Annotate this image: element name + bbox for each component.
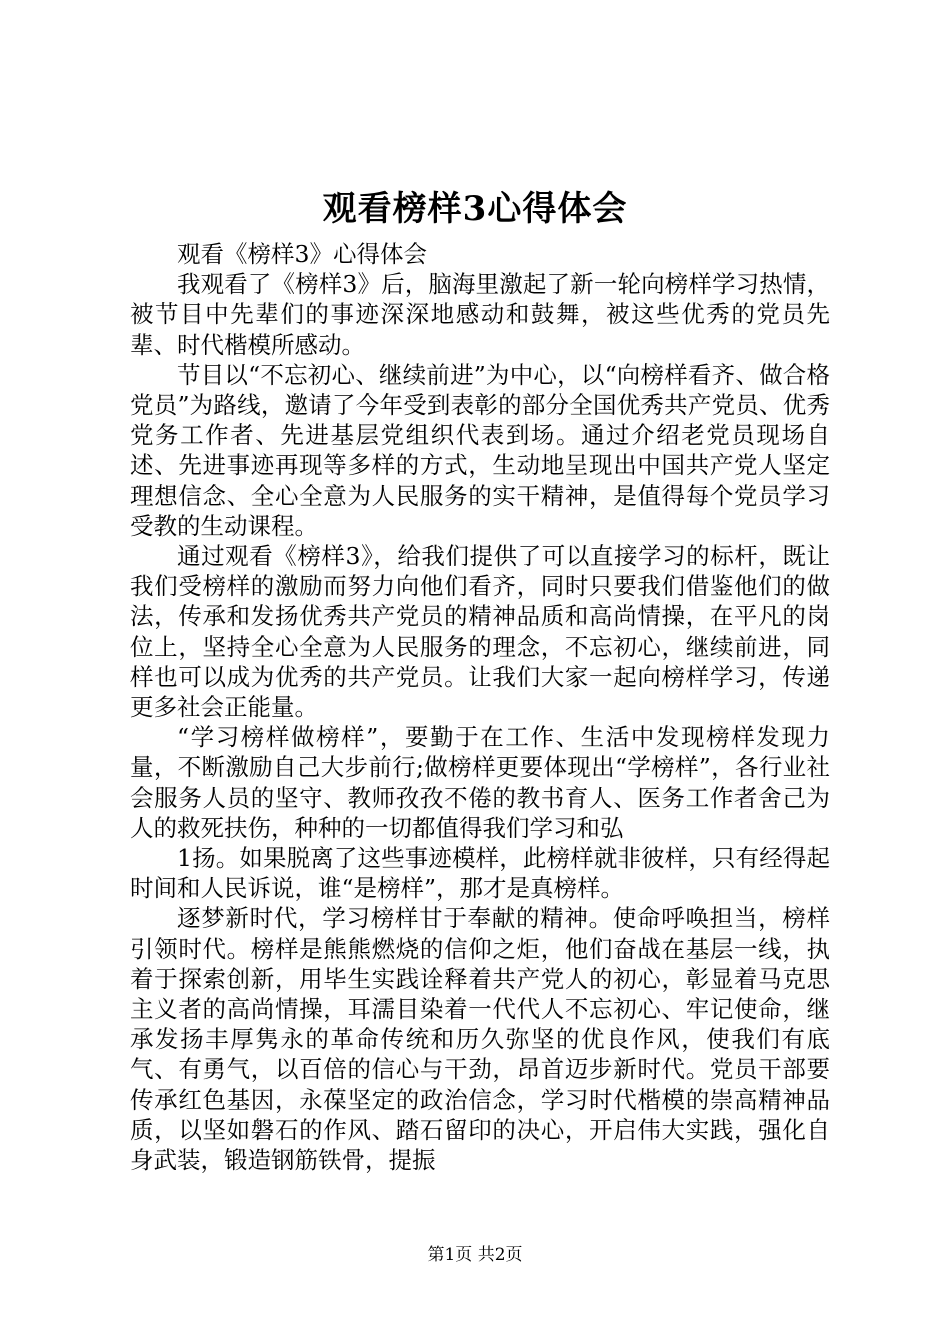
document-body: [130, 239, 830, 1175]
paragraph: 节目以“不忘初心、继续前进”为中心，以“向榜样看齐、做合格党员”为路线，邀请了今年受到表彰的部分全国优秀共产党员、优秀党务工作者、先进基层党组织代表到场。通过介绍老党员现场自述、先进事迹再现等多样的方式，生动地呈现出中国共产党人坚定理想信念、全心全意为人民服务的实干精神，是值得每个党员学习受教的生动课程。: [130, 360, 830, 540]
paragraph: 通过观看《榜样3》，给我们提供了可以直接学习的标杆，既让我们受榜样的激励而努力向他们看齐，同时只要我们借鉴他们的做法，传承和发扬优秀共产党员的精神品质和高尚情操，在平凡的岗位上，坚持全心全意为人民服务的理念，不忘初心，继续前进，同样也可以成为优秀的共产党员。让我们大家一起向榜样学习，传递更多社会正能量。: [130, 542, 830, 722]
paragraph: 逐梦新时代，学习榜样甘于奉献的精神。使命呼唤担当，榜样引领时代。榜样是熊熊燃烧的信仰之炬，他们奋战在基层一线，执着于探索创新，用毕生实践诠释着共产党人的初心，彰显着马克思主义者的高尚情操，耳濡目染着一代代人不忘初心、牢记使命，继承发扬丰厚隽永的革命传统和历久弥坚的优良作风，使我们有底气、有勇气，以百倍的信心与干劲，昂首迈步新时代。党员干部要传承红色基因，永葆坚定的政治信念，学习时代楷模的崇高精神品质，以坚如磐石的作风、踏石留印的决心，开启伟大实践，强化自身武装，锻造钢筋铁骨，提振: [130, 904, 830, 1175]
paragraph: “学习榜样做榜样”，要勤于在工作、生活中发现榜样发现力量，不断激励自己大步前行;做榜样更要体现出“学榜样”，各行业社会服务人员的坚守、教师孜孜不倦的教书育人、医务工作者舍己为人的救死扶伤，种种的一切都值得我们学习和弘: [130, 723, 830, 842]
paragraph: 1扬。如果脱离了这些事迹模样，此榜样就非彼样，只有经得起时间和人民诉说，谁“是榜样”，那才是真榜样。: [130, 844, 830, 903]
document-title: 观看榜样3心得体会: [322, 189, 628, 229]
paragraph: 我观看了《榜样3》后，脑海里激起了新一轮向榜样学习热情，被节目中先辈们的事迹深深地感动和鼓舞，被这些优秀的党员先辈、时代楷模所感动。: [130, 270, 830, 359]
paragraph-subtitle: 观看《榜样3》心得体会: [177, 240, 427, 268]
page-footer: 第1页 共2页: [427, 1245, 523, 1265]
